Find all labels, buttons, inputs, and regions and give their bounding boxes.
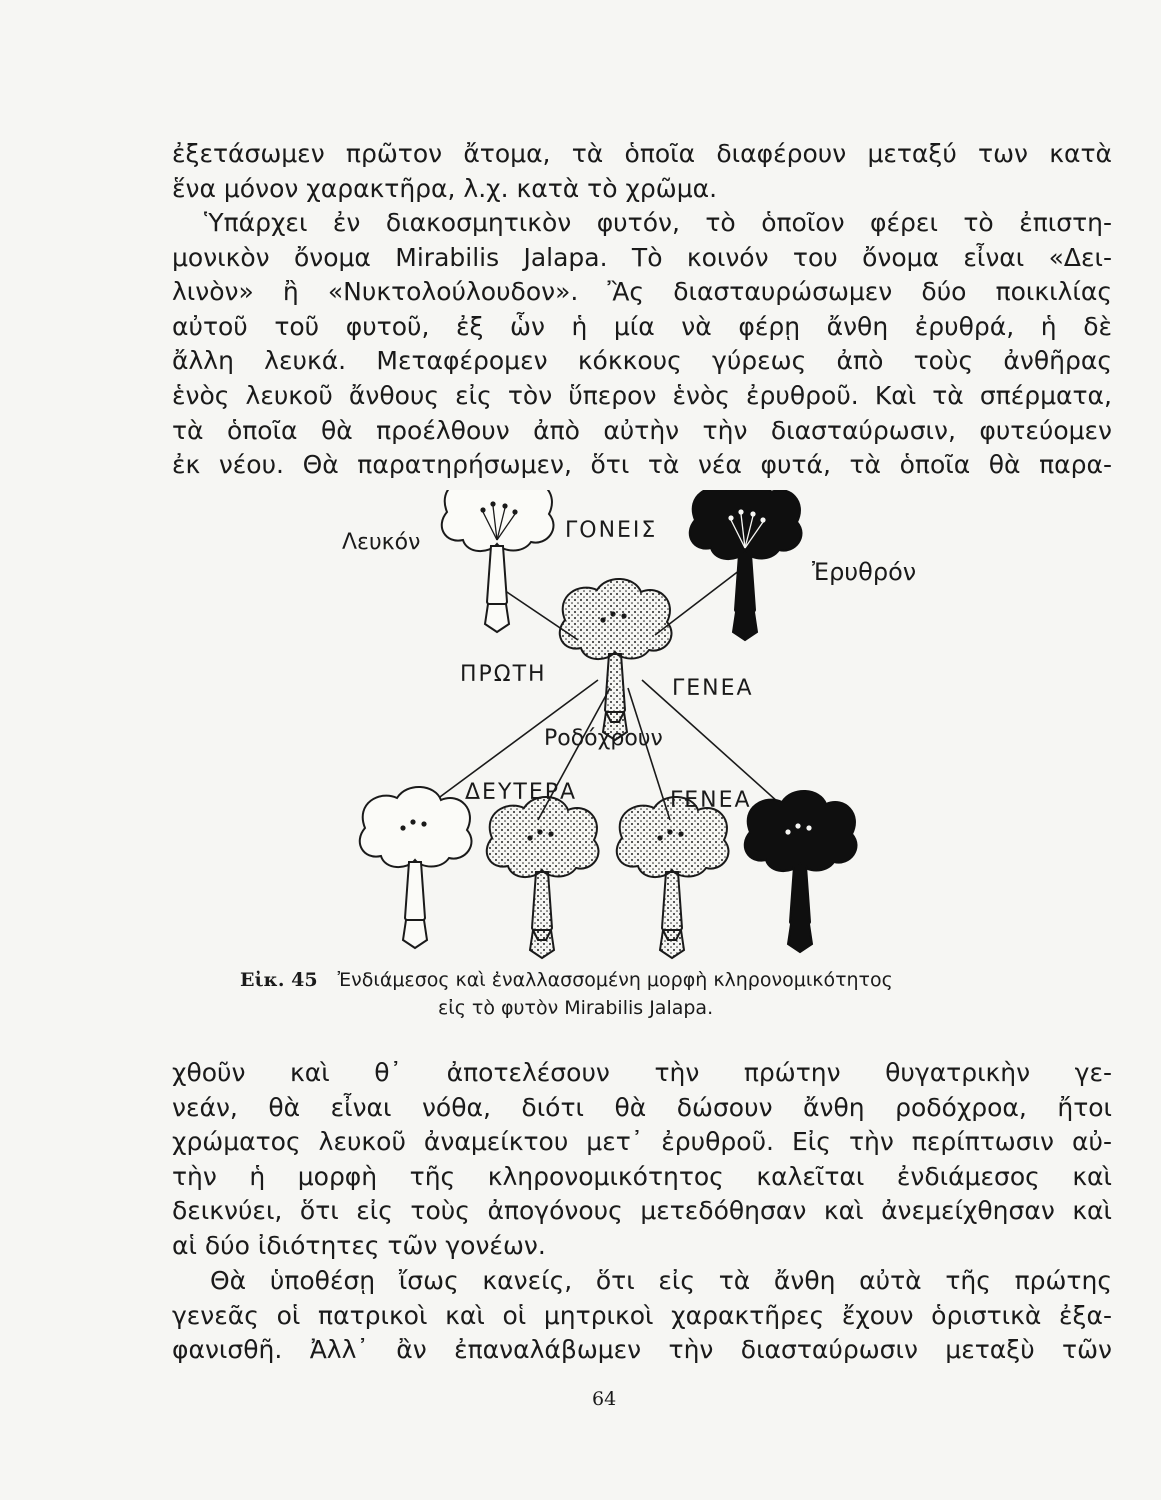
label-pink: Ροδόχρουν — [544, 726, 663, 751]
red-f2-flower — [745, 791, 857, 952]
text-line: χρώματος λευκοῦ ἀναμείκτου μετ᾿ ἐρυθροῦ. Εἰς τὴν περίπτωσιν αὐ- — [172, 1127, 1112, 1157]
label-white: Λευκόν — [342, 530, 421, 555]
paragraph-4 — [172, 1264, 1112, 1368]
text-line: Ὑπάρχει ἐν διακοσμητικὸν φυτόν, τὸ ὁποῖον φέρει τὸ ἐπιστη- — [204, 208, 1112, 237]
text-line: λινὸν» ἢ «Νυκτολούλουδον». Ἂς διασταυρώσωμεν δύο ποικιλίας — [172, 277, 1112, 307]
label-generation-1: ΓΕΝΕΑ — [672, 676, 754, 701]
text-line: φανισθῆ. Ἀλλ᾿ ἂν ἐπαναλάβωμεν τὴν διασταύρωσιν μεταξὺ τῶν — [172, 1335, 1112, 1365]
page-number: 64 — [592, 1388, 617, 1410]
text-line: τὴν ἡ μορφὴ τῆς κληρονομικότητος καλεῖται ἐνδιάμεσος καὶ — [172, 1161, 1112, 1191]
red-parent-flower — [690, 490, 802, 640]
text-line: ἐκ νέου. Θὰ παρατηρήσωμεν, ὅτι τὰ νέα φυτά, τὰ ὁποῖα θὰ παρα- — [172, 450, 1112, 480]
paragraph-1 — [172, 137, 1112, 206]
text-line: ἐξετάσωμεν πρῶτον ἄτομα, τὰ ὁποῖα διαφέρουν μεταξύ των κατὰ — [172, 139, 1112, 168]
text-line: ἑνὸς λευκοῦ ἄνθους εἰς τὸν ὕπερον ἑνὸς ἐρυθροῦ. Καὶ τὰ σπέρματα, — [172, 380, 1112, 410]
paragraph-2 — [172, 206, 1112, 483]
white-f2-flower — [360, 787, 472, 948]
heredity-figure — [320, 490, 960, 960]
caption-number: Εἰκ. 45 — [240, 969, 318, 991]
text-line: αὐτοῦ τοῦ φυτοῦ, ἐξ ὧν ἡ μία νὰ φέρῃ ἄνθη ἐρυθρά, ἡ δὲ — [172, 311, 1112, 341]
text-line: αἱ δύο ἰδιότητες τῶν γονέων. — [172, 1230, 546, 1260]
text-line: χθοῦν καὶ θ᾿ ἀποτελέσουν τὴν πρώτην θυγατρικὴν γε- — [172, 1058, 1112, 1087]
pink-f1-flower — [560, 579, 672, 740]
text-line: τὰ ὁποῖα θὰ προέλθουν ἀπὸ αὐτὴν τὴν διασταύρωσιν, φυτεύομεν — [172, 415, 1112, 445]
label-red: Ἐρυθρόν — [812, 558, 917, 586]
text-line: μονικὸν ὄνομα Mirabilis Jalapa. Τὸ κοινόν του ὄνομα εἶναι «Δει- — [172, 242, 1112, 272]
text-line: ἕνα μόνον χαρακτῆρα, λ.χ. κατὰ τὸ χρῶμα. — [172, 173, 718, 203]
text-line: νεάν, θὰ εἶναι νόθα, διότι θὰ δώσουν ἄνθη ροδόχροα, ἤτοι — [172, 1092, 1112, 1122]
label-first: ΠΡΩΤΗ — [460, 662, 547, 687]
label-parents: ΓΟΝΕΙΣ — [565, 518, 658, 543]
figure-caption — [240, 966, 1040, 1022]
white-parent-flower — [442, 490, 554, 632]
text-line: ἄλλη λευκά. Μεταφέρομεν κόκκους γύρεως ἀπὸ τοὺς ἀνθῆρας — [172, 346, 1112, 376]
text-line: δεικνύει, ὅτι εἰς τοὺς ἀπογόνους μετεδόθησαν καὶ ἀνεμείχθησαν καὶ — [172, 1196, 1112, 1226]
pink-f2-flower-2 — [617, 797, 729, 958]
caption-line-2: εἰς τὸ φυτὸν Mirabilis Jalapa. — [438, 997, 714, 1019]
label-second: ΔΕΥΤΕΡΑ — [465, 780, 578, 805]
caption-line-1: Ἐνδιάμεσος καὶ ἐναλλασσομένη μορφὴ κληρονομικότητος — [337, 969, 893, 991]
paragraph-3 — [172, 1056, 1112, 1264]
text-line: Θὰ ὑποθέσῃ ἴσως κανείς, ὅτι εἰς τὰ ἄνθη αὐτὰ τῆς πρώτης — [210, 1266, 1112, 1295]
text-line: γενεᾶς οἱ πατρικοὶ καὶ οἱ μητρικοὶ χαρακτῆρες ἔχουν ὁριστικὰ ἐξα- — [172, 1300, 1112, 1330]
label-generation-2: ΓΕΝΕΑ — [670, 788, 752, 813]
pink-f2-flower-1 — [487, 797, 599, 958]
